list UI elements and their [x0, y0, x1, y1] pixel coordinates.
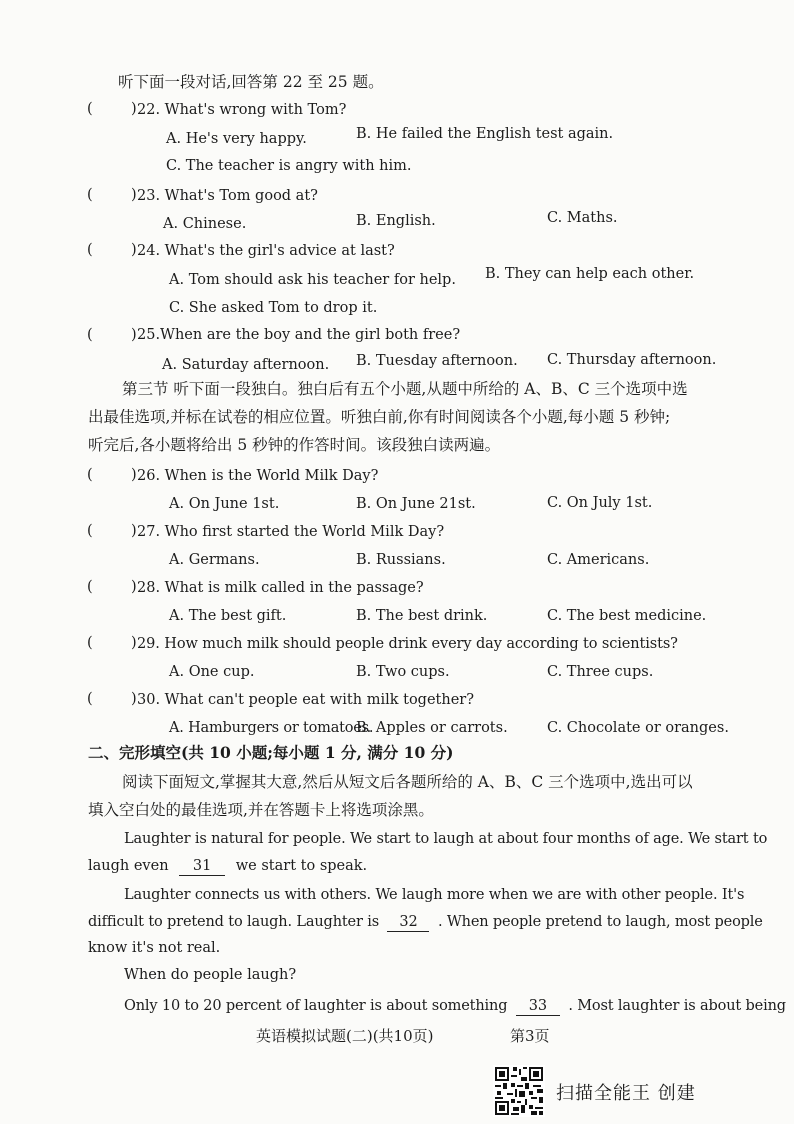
- option: C. She asked Tom to drop it.: [169, 300, 378, 316]
- answer-paren-close: ): [131, 242, 137, 258]
- option: C. Three cups.: [547, 664, 654, 680]
- section3-instructions-line3: 听完后,各小题将给出 5 秒钟的作答时间。该段独白读两遍。: [88, 436, 501, 454]
- answer-paren-close: ): [131, 635, 137, 651]
- question-stem: 28. What is milk called in the passage?: [137, 580, 424, 596]
- cloze-instructions-line2: 填入空白处的最佳选项,并在答题卡上将选项涂黑。: [88, 801, 434, 819]
- answer-paren-open: (: [87, 691, 93, 707]
- section-intro: 听下面一段对话,回答第 22 至 25 题。: [118, 73, 384, 91]
- option: B. Russians.: [356, 552, 446, 568]
- passage-line: [124, 997, 786, 1016]
- passage-text: laugh even: [88, 858, 169, 874]
- passage-line: Laughter is natural for people. We start to laugh at about four months of age. We start to: [124, 831, 768, 847]
- option: A. Saturday afternoon.: [162, 357, 330, 373]
- option: A. Chinese.: [163, 216, 247, 232]
- qr-code-icon: [493, 1065, 545, 1117]
- option: B. Tuesday afternoon.: [356, 353, 518, 369]
- passage-text: . When people pretend to laugh, most people: [437, 914, 763, 930]
- option: C. On July 1st.: [547, 495, 653, 511]
- answer-paren-open: (: [87, 101, 93, 117]
- watermark-text: 扫描全能王 创建: [556, 1083, 696, 1104]
- answer-paren-open: (: [87, 242, 93, 258]
- answer-paren-close: ): [131, 523, 137, 539]
- option: A. One cup.: [169, 664, 255, 680]
- passage-text: Only 10 to 20 percent of laughter is about something: [124, 998, 508, 1014]
- blank-32: 32: [387, 913, 429, 932]
- answer-paren-open: (: [87, 467, 93, 483]
- answer-paren-open: (: [87, 635, 93, 651]
- passage-line: Laughter connects us with others. We laugh more when we are with other people. It's: [124, 887, 745, 903]
- option: B. English.: [356, 213, 436, 229]
- section3-instructions-line1: 第三节 听下面一段独白。独白后有五个小题,从题中所给的 A、B、C 三个选项中选: [122, 380, 688, 398]
- cloze-heading: 二、完形填空(共 10 小题;每小题 1 分, 满分 10 分): [88, 743, 454, 762]
- question-stem: 23. What's Tom good at?: [137, 188, 318, 204]
- question-stem: 27. Who first started the World Milk Day?: [137, 524, 445, 540]
- passage-text: . Most laughter is about being: [568, 998, 786, 1014]
- option: B. Two cups.: [356, 664, 450, 680]
- option: B. He failed the English test again.: [356, 126, 614, 142]
- answer-paren-open: (: [87, 523, 93, 539]
- passage-line: know it's not real.: [88, 940, 221, 956]
- question-stem: 22. What's wrong with Tom?: [137, 102, 347, 118]
- question-stem: 26. When is the World Milk Day?: [137, 468, 379, 484]
- page-number: 第3页: [510, 1027, 550, 1045]
- question-stem: 29. How much milk should people drink every day according to scientists?: [137, 636, 678, 652]
- answer-paren-open: (: [87, 327, 93, 343]
- answer-paren-close: ): [131, 467, 137, 483]
- option: C. Americans.: [547, 552, 650, 568]
- option: A. The best gift.: [169, 608, 287, 624]
- passage-line: When do people laugh?: [124, 967, 297, 983]
- answer-paren-open: (: [87, 187, 93, 203]
- passage-text: difficult to pretend to laugh. Laughter is: [88, 914, 380, 930]
- answer-paren-close: ): [131, 579, 137, 595]
- option: B. On June 21st.: [356, 496, 476, 512]
- passage-line: [88, 857, 367, 876]
- option: C. The teacher is angry with him.: [166, 158, 412, 174]
- option: A. He's very happy.: [166, 131, 307, 147]
- answer-paren-close: ): [131, 327, 137, 343]
- cloze-instructions-line1: 阅读下面短文,掌握其大意,然后从短文后各题所给的 A、B、C 三个选项中,选出可以: [122, 773, 693, 791]
- blank-31: 31: [179, 857, 225, 876]
- option: C. Maths.: [547, 210, 618, 226]
- option: A. On June 1st.: [169, 496, 280, 512]
- option: B. The best drink.: [356, 608, 488, 624]
- option: C. Thursday afternoon.: [547, 352, 717, 368]
- option: A. Tom should ask his teacher for help.: [169, 272, 456, 288]
- question-stem: 24. What's the girl's advice at last?: [137, 243, 395, 259]
- option: A. Hamburgers or tomatoes.: [169, 720, 374, 736]
- answer-paren-open: (: [87, 579, 93, 595]
- question-stem: 30. What can't people eat with milk together?: [137, 692, 474, 708]
- question-stem: 25.When are the boy and the girl both free?: [137, 327, 461, 343]
- section3-instructions-line2: 出最佳选项,并标在试卷的相应位置。听独白前,你有时间阅读各个小题,每小题 5 秒钟;: [88, 408, 671, 426]
- footer-title: 英语模拟试题(二)(共10页): [256, 1027, 434, 1045]
- blank-33: 33: [516, 997, 560, 1016]
- option: C. The best medicine.: [547, 608, 707, 624]
- answer-paren-close: ): [131, 691, 137, 707]
- option: B. Apples or carrots.: [356, 720, 508, 736]
- passage-line: [88, 913, 763, 932]
- option: A. Germans.: [169, 552, 260, 568]
- option: C. Chocolate or oranges.: [547, 720, 729, 736]
- passage-text: we start to speak.: [235, 858, 368, 874]
- answer-paren-close: ): [131, 187, 137, 203]
- answer-paren-close: ): [131, 101, 137, 117]
- option: B. They can help each other.: [485, 266, 695, 282]
